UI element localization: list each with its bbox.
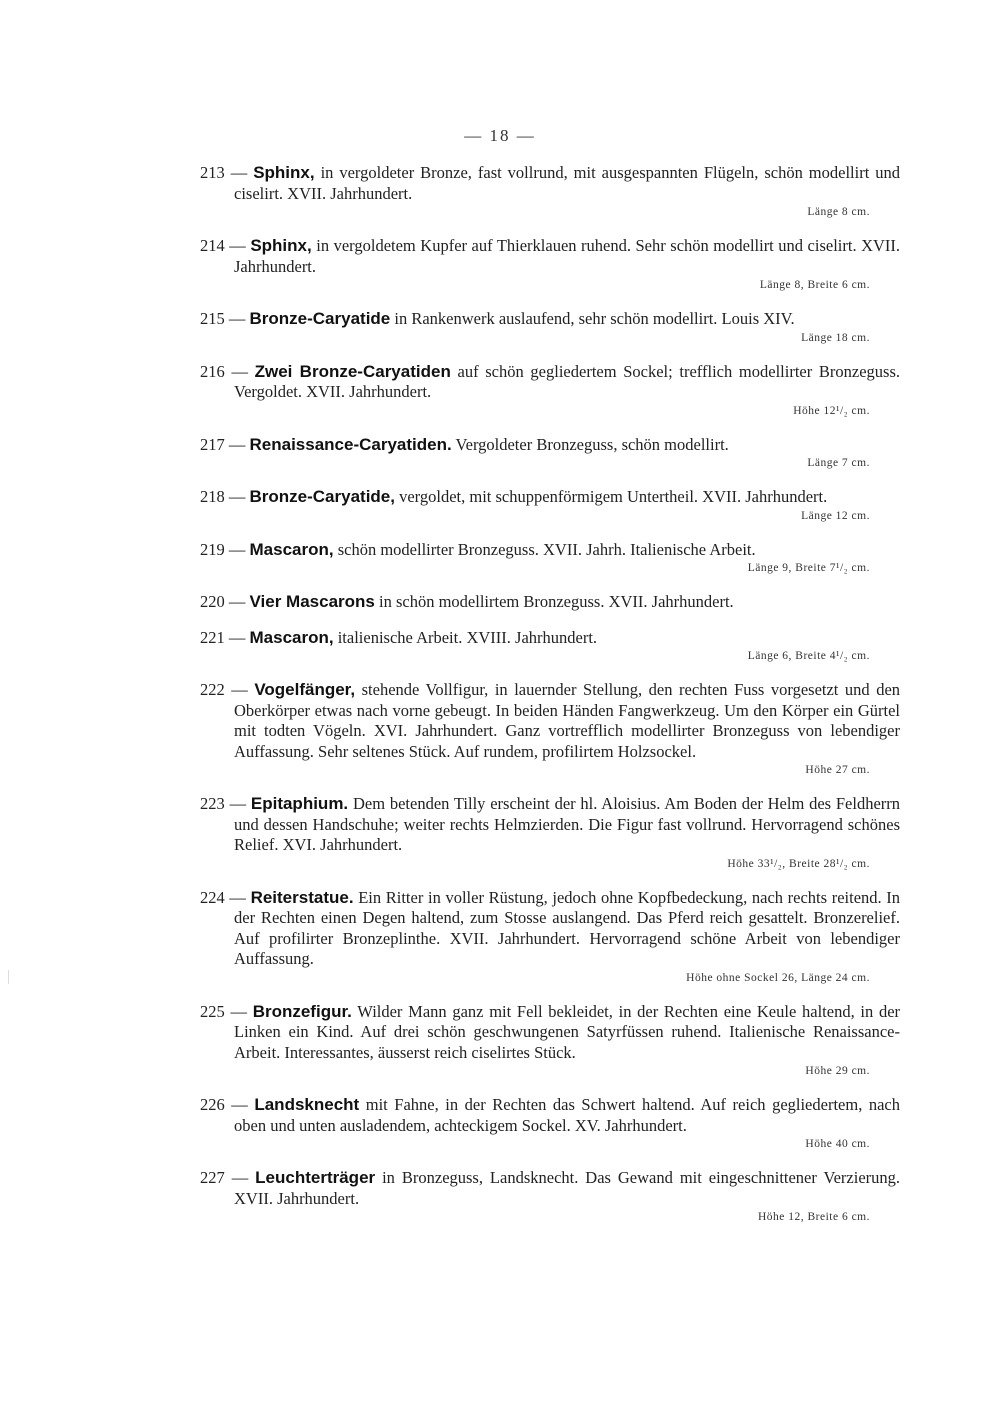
entry-title: Vogelfänger, — [254, 680, 356, 699]
entry-dash: — — [228, 434, 246, 454]
entry-description: stehende Vollfigur, in lauernder Stellung, den rechten Fuss vorgesetzt und den Oberkörper etwas nach vorne gebeugt. In beiden Händen Fangwerkzeug. Um den Körper ein Gürtel mit todten Vögeln. XVI. Jahrhundert. Ganz vortrefflich modellirter Bronzeguss von lebendiger Auffassung. Sehr seltenes Stück. Auf rundem, profilirtem Holzsockel. — [234, 680, 901, 761]
entry-description: in Bronzeguss, Landsknecht. Das Gewand mit eingeschnittener Verzierung. XVII. Jahrhundert. — [234, 1168, 901, 1208]
entry-title: Renaissance-Caryatiden. — [249, 434, 452, 454]
entry-dash: — — [230, 1001, 247, 1021]
catalog-entry — [200, 592, 900, 613]
catalog-entry — [200, 1168, 900, 1226]
entry-number: 224 — [200, 887, 225, 907]
entry-dash: — — [231, 361, 248, 381]
catalog-entry — [200, 680, 900, 779]
entry-title: Bronzefigur. — [252, 1001, 352, 1021]
entry-dimensions: Höhe 12, Breite 6 cm. — [757, 1211, 870, 1223]
entry-dimensions: Höhe 40 cm. — [805, 1138, 870, 1150]
entry-body — [200, 1095, 900, 1136]
entry-body — [200, 435, 900, 456]
entry-title: Bronze-Caryatide, — [249, 487, 395, 506]
entry-title: Sphinx, — [253, 163, 315, 182]
entry-dimensions: Höhe 29 cm. — [805, 1065, 870, 1077]
entry-dimensions: Länge 8, Breite 6 cm. — [759, 279, 870, 291]
catalog-entry — [200, 362, 900, 420]
entry-dash: — — [229, 236, 246, 255]
entry-dash: — — [231, 680, 248, 699]
catalog-entry — [200, 628, 900, 666]
entry-number: 226 — [200, 1095, 225, 1114]
entry-dash: — — [231, 1168, 249, 1187]
entry-body — [200, 236, 900, 277]
entry-number: 219 — [200, 539, 225, 559]
entry-number: 223 — [200, 794, 225, 813]
catalog-entries — [200, 163, 900, 1241]
entry-body — [200, 1002, 900, 1064]
entry-body — [200, 163, 900, 204]
entry-body — [200, 888, 900, 970]
entry-dimensions: Länge 6, Breite 4¹/₂ cm. — [747, 650, 870, 662]
entry-description: in schön modellirtem Bronzeguss. XVII. Jahrhundert. — [379, 592, 734, 611]
entry-title: Landsknecht — [254, 1095, 360, 1114]
entry-dimensions: Höhe 12¹/₂ cm. — [793, 404, 870, 417]
entry-body — [200, 540, 900, 561]
entry-description: italienische Arbeit. XVIII. Jahrhundert. — [337, 627, 598, 647]
entry-dash: — — [228, 309, 246, 328]
entry-dash: — — [229, 887, 246, 907]
entry-description: vergoldet, mit schuppenförmigem Untertheil. XVII. Jahrhundert. — [399, 487, 828, 506]
entry-dash: — — [230, 163, 248, 182]
catalog-entry — [200, 1002, 900, 1081]
entry-dimensions: Länge 8 cm. — [807, 206, 870, 218]
entry-dimensions: Länge 18 cm. — [801, 331, 870, 344]
entry-dimensions: Höhe 33¹/₂, Breite 28¹/₂ cm. — [727, 857, 870, 870]
catalog-entry — [200, 487, 900, 525]
entry-number: 225 — [200, 1001, 225, 1021]
entry-number: 218 — [200, 487, 225, 506]
entry-title: Vier Mascarons — [249, 592, 375, 611]
entry-title: Reiterstatue. — [250, 887, 354, 907]
entry-description: in Rankenwerk auslaufend, sehr schön modellirt. Louis XIV. — [394, 309, 795, 328]
entry-description: schön modellirter Bronzeguss. XVII. Jahrh. Italienische Arbeit. — [337, 539, 756, 559]
entry-title: Sphinx, — [250, 236, 312, 255]
entry-number: 221 — [200, 627, 225, 647]
entry-dimensions: Höhe ohne Sockel 26, Länge 24 cm. — [686, 971, 870, 984]
entry-number: 222 — [200, 680, 225, 699]
catalog-entry — [200, 540, 900, 578]
catalog-entry — [200, 236, 900, 294]
entry-dimensions: Länge 9, Breite 7¹/₂ cm. — [747, 562, 870, 574]
entry-dimensions: Höhe 27 cm. — [805, 764, 870, 776]
entry-dash: — — [229, 794, 247, 813]
entry-number: 227 — [200, 1168, 225, 1187]
entry-description: Wilder Mann ganz mit Fell bekleidet, in der Rechten eine Keule haltend, in der Linken ein Kind. Auf drei schön geschwungenen Satyrfüssen ruhend. Italienische Renaissance-Arbeit. Interessantes, äusserst reich ciselirtes Stück. — [234, 1001, 901, 1062]
entry-number: 215 — [200, 309, 225, 328]
catalog-entry — [200, 888, 900, 987]
margin-mark — [8, 970, 9, 984]
entry-dash: — — [228, 539, 246, 559]
entry-number: 216 — [200, 361, 225, 381]
entry-dash: — — [228, 487, 246, 506]
entry-body — [200, 1168, 900, 1209]
catalog-entry — [200, 435, 900, 473]
entry-description: in vergoldetem Kupfer auf Thierklauen ruhend. Sehr schön modellirt und ciselirt. XVII. Jahrhundert. — [234, 236, 901, 276]
entry-dimensions: Länge 7 cm. — [807, 457, 870, 469]
entry-title: Mascaron, — [249, 539, 334, 559]
entry-description: auf schön gegliedertem Sockel; trefflich modellirter Bronzeguss. Vergoldet. XVII. Jahrhundert. — [234, 361, 901, 401]
entry-description: Vergoldeter Bronzeguss, schön modellirt. — [455, 434, 729, 454]
entry-title: Leuchterträger — [255, 1168, 376, 1187]
entry-description: mit Fahne, in der Rechten das Schwert haltend. Auf reich gegliedertem, nach oben und unten ausladendem, achteckigem Sockel. XV. Jahrhundert. — [234, 1095, 901, 1135]
entry-number: 214 — [200, 236, 225, 255]
entry-body — [200, 362, 900, 403]
entry-description: Ein Ritter in voller Rüstung, jedoch ohne Kopfbedeckung, nach rechts reitend. In der Rechten einen Degen haltend, zum Stosse auslangend. Das Pferd reich gesattelt. Bronzerelief. Auf profilirter Bronzeplinthe. XVII. Jahrhundert. Hervorragend schöne Arbeit von lebendiger Auffassung. — [234, 887, 901, 968]
page-number: — 18 — — [464, 126, 536, 145]
entry-title: Bronze-Caryatide — [249, 309, 391, 328]
entry-body — [200, 794, 900, 856]
entry-body — [200, 680, 900, 762]
entry-dash: — — [228, 592, 246, 611]
catalog-entry — [200, 794, 900, 873]
entry-dash: — — [228, 627, 246, 647]
entry-number: 213 — [200, 163, 225, 182]
catalog-entry — [200, 163, 900, 221]
entry-title: Mascaron, — [249, 627, 334, 647]
entry-number: 220 — [200, 592, 225, 611]
catalog-entry — [200, 309, 900, 347]
catalog-entry — [200, 1095, 900, 1153]
entry-dimensions: Länge 12 cm. — [801, 509, 870, 522]
entry-number: 217 — [200, 434, 225, 454]
entry-body — [200, 309, 900, 330]
entry-title: Zwei Bronze-Caryatiden — [254, 361, 451, 381]
entry-body — [200, 487, 900, 508]
entry-body — [200, 628, 900, 649]
entry-body — [200, 592, 900, 613]
entry-title: Epitaphium. — [250, 794, 349, 813]
entry-dash: — — [231, 1095, 248, 1114]
entry-description: in vergoldeter Bronze, fast vollrund, mit ausgespannten Flügeln, schön modellirt und ciselirt. XVII. Jahrhundert. — [234, 163, 901, 203]
entry-description: Dem betenden Tilly erscheint der hl. Aloisius. Am Boden der Helm des Feldherrn und dessen Handschuhe; weiter rechts Helmzierden. Die Figur fast vollrund. Hervorragend schönes Relief. XVI. Jahrhundert. — [234, 794, 901, 854]
